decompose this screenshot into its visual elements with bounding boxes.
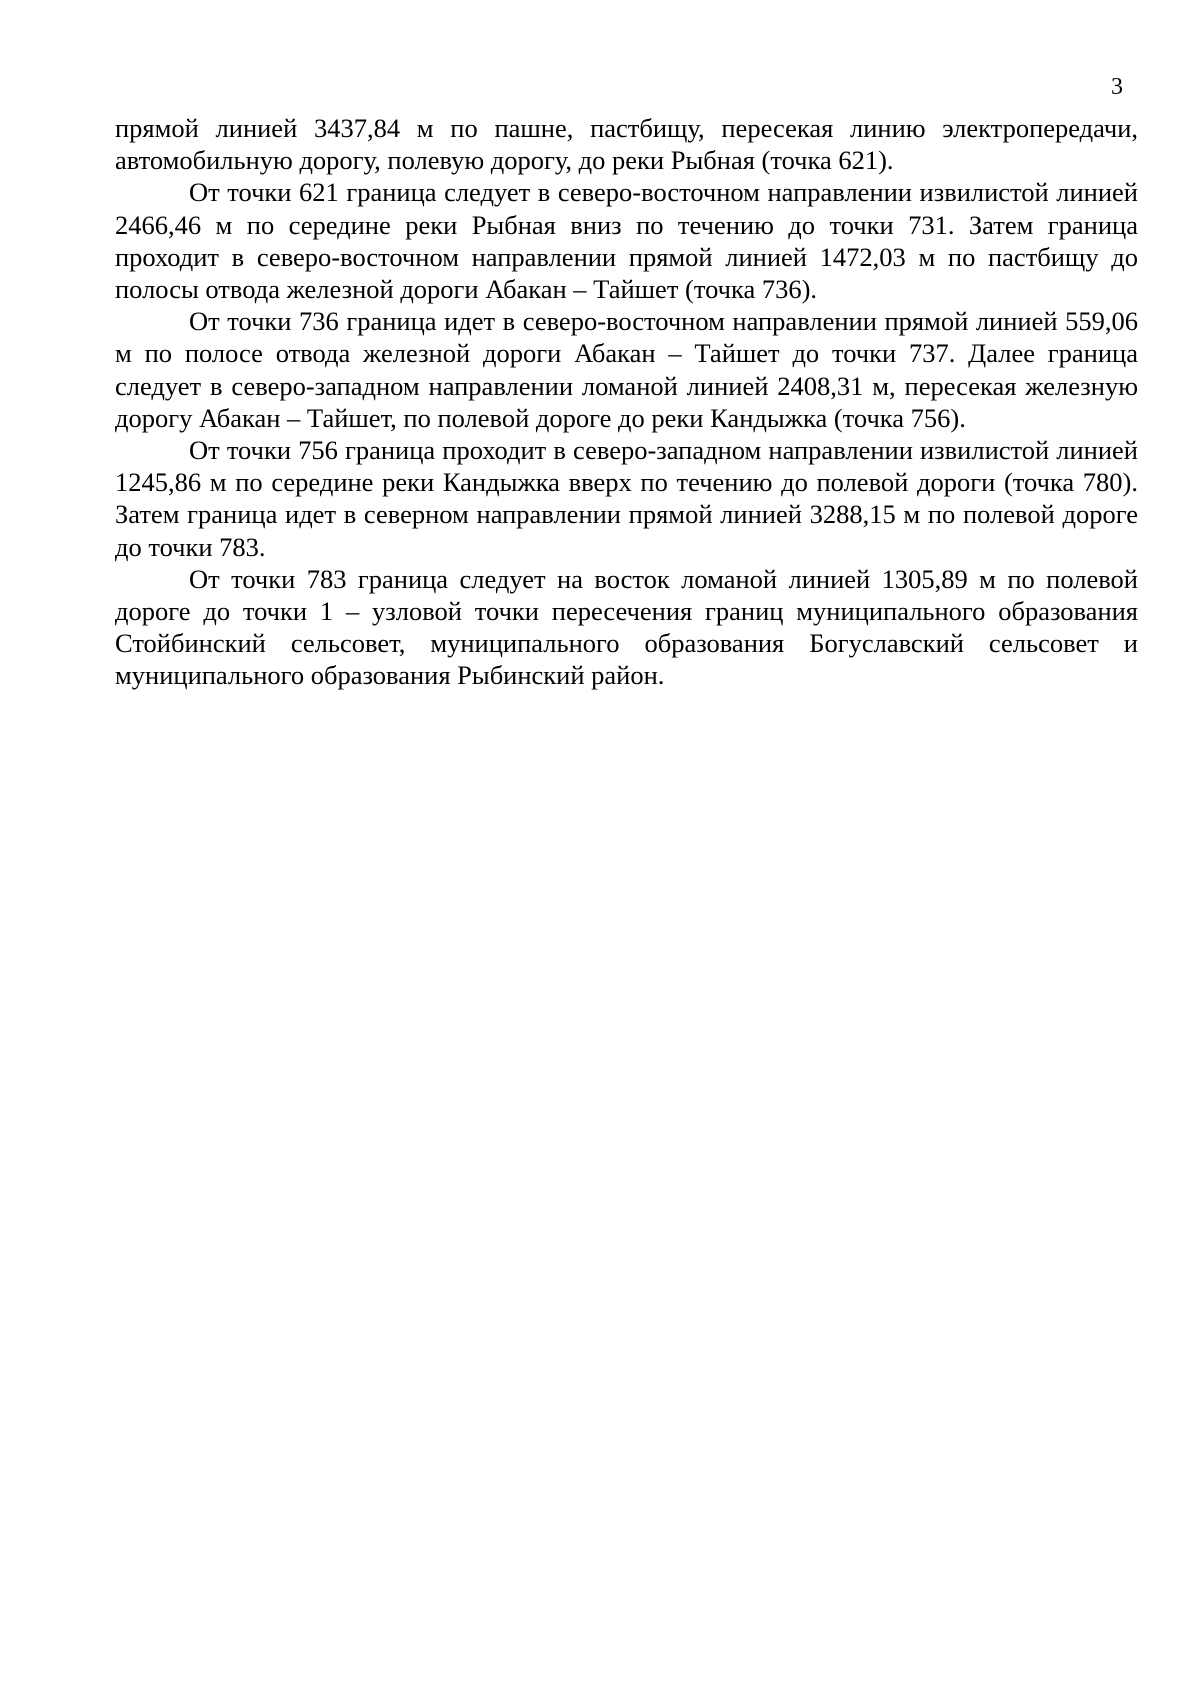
paragraph: От точки 783 граница следует на восток ломаной линией 1305,89 м по полевой дороге до точки 1 – узловой точки пересечения границ муниципального образования Стойбинский сельсовет, муниципального образования Богуславский сельсовет и муниципального образования Рыбинский район. — [115, 563, 1138, 691]
paragraph-continuation: прямой линией 3437,84 м по пашне, пастбищу, пересекая линию электропередачи, автомобильную дорогу, полевую дорогу, до реки Рыбная (точка 621). — [115, 113, 1138, 176]
document-body — [115, 112, 1138, 692]
paragraph: От точки 756 граница проходит в северо-западном направлении извилистой линией 1245,86 м по середине реки Кандыжка вверх по течению до полевой дороги (точка 780). Затем граница идет в северном направлении прямой линией 3288,15 м по полевой дороге до точки 783. — [115, 435, 1138, 562]
paragraph: От точки 736 граница идет в северо-восточном направлении прямой линией 559,06 м по полосе отвода железной дороги Абакан – Тайшет до точки 737. Далее граница следует в северо-западном направлении ломаной линией 2408,31 м, пересекая железную дорогу Абакан – Тайшет, по полевой дороге до реки Кандыжка (точка 756). — [115, 306, 1138, 433]
page-number: 3 — [1111, 74, 1123, 100]
paragraph: От точки 621 граница следует в северо-восточном направлении извилистой линией 2466,46 м по середине реки Рыбная вниз по течению до точки 731. Затем граница проходит в северо-восточном направлении прямой линией 1472,03 м по пастбищу до полосы отвода железной дороги Абакан – Тайшет (точка 736). — [115, 177, 1138, 305]
